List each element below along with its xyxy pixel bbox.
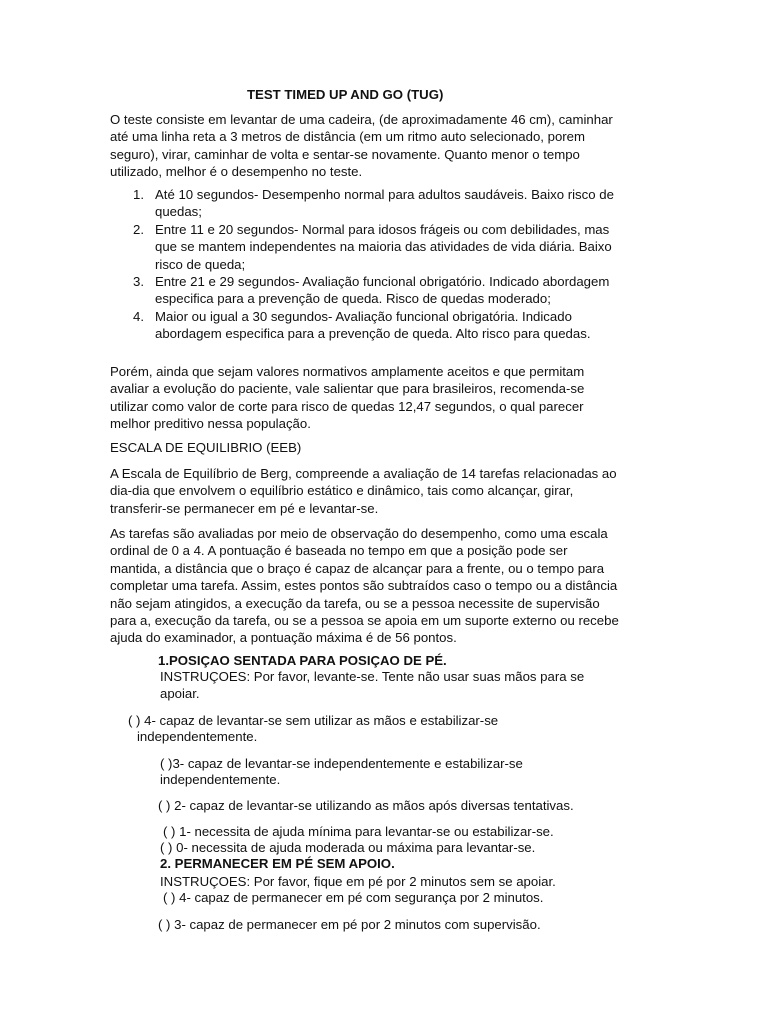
tarefas-line: ordinal de 0 a 4. A pontuação é baseada no tempo em que a posição pode ser (110, 543, 568, 559)
tarefas-line: As tarefas são avaliadas por meio de observação do desempenho, como uma escala (110, 526, 608, 541)
cutoff-line: avaliar a evolução do paciente, vale salientar que para brasileiros, recomenda-se (110, 381, 585, 397)
item1-instructions-cont: apoiar. (160, 686, 200, 701)
list-item-line: que se mantem independentes na maioria das atividades de vida diária. Baixo (155, 239, 612, 255)
intro-line: utilizado, melhor é o desempenho no teste. (110, 164, 363, 180)
cutoff-paragraph (110, 363, 638, 433)
item1-option-4-cont: independentemente. (137, 729, 258, 744)
eeb-heading: ESCALA DE EQUILIBRIO (EEB) (110, 440, 302, 455)
list-number: 1. (133, 187, 144, 202)
tarefas-paragraph (110, 525, 638, 647)
item1-option-1: ( ) 1- necessita de ajuda mínima para levantar-se ou estabilizar-se. (163, 824, 554, 839)
list-item-line: Entre 11 e 20 segundos- Normal para idosos frágeis ou com debilidades, mas (155, 221, 610, 237)
item2-instructions: INSTRUÇOES: Por favor, fique em pé por 2 minutos sem se apoiar. (160, 874, 556, 889)
item2-option-3: ( ) 3- capaz de permanecer em pé por 2 minutos com supervisão. (158, 917, 541, 932)
intro-paragraph (110, 111, 638, 181)
tug-results-list (110, 186, 670, 343)
tarefas-line: para a, execução da tarefa, ou se a pessoa se apoia em um suporte externo ou recebe (110, 613, 619, 629)
berg-line: A Escala de Equilíbrio de Berg, compreende a avaliação de 14 tarefas relacionadas ao (110, 466, 617, 481)
list-item-line: abordagem especifica para a prevenção de queda. Alto risco para quedas. (155, 326, 591, 342)
list-item (110, 186, 670, 221)
intro-line: até uma linha reta a 3 metros de distância (em um ritmo auto selecionado, porem (110, 129, 585, 145)
berg-paragraph (110, 465, 638, 517)
cutoff-line: utilizar como valor de corte para risco de quedas 12,47 segundos, o qual parecer (110, 398, 584, 414)
tarefas-line: ajuda do examinador, a pontuação máxima é de 56 pontos. (110, 630, 457, 646)
cutoff-line: melhor preditivo nessa população. (110, 416, 311, 432)
list-item-line: Maior ou igual a 30 segundos- Avaliação funcional obrigatória. Indicado (155, 308, 572, 324)
list-item (110, 221, 670, 273)
item1-option-4: ( ) 4- capaz de levantar-se sem utilizar as mãos e estabilizar-se (128, 713, 499, 728)
list-item-line: quedas; (155, 204, 202, 220)
item1-instructions: INSTRUÇOES: Por favor, levante-se. Tente não usar suas mãos para se (160, 669, 585, 684)
list-item-line: especifica para a prevenção de queda. Risco de quedas moderado; (155, 291, 551, 307)
list-number: 3. (133, 274, 144, 290)
list-item (110, 273, 670, 308)
list-number: 4. (133, 308, 144, 324)
item1-option-0: ( ) 0- necessita de ajuda moderada ou máxima para levantar-se. (160, 840, 536, 855)
list-item-line: Entre 21 e 29 segundos- Avaliação funcional obrigatório. Indicado abordagem (155, 274, 610, 290)
list-item (110, 308, 670, 343)
list-item-line: Até 10 segundos- Desempenho normal para adultos saudáveis. Baixo risco de (155, 187, 614, 202)
intro-line: O teste consiste em levantar de uma cadeira, (de aproximadamente 46 cm), caminhar (110, 112, 613, 127)
item1-option-3-cont: independentemente. (160, 772, 281, 787)
item1-option-3: ( )3- capaz de levantar-se independentemente e estabilizar-se (160, 756, 523, 771)
item2-option-4: ( ) 4- capaz de permanecer em pé com segurança por 2 minutos. (163, 890, 544, 905)
item1-heading: 1.POSIÇAO SENTADA PARA POSIÇAO DE PÉ. (158, 653, 447, 668)
item2-heading: 2. PERMANECER EM PÉ SEM APOIO. (160, 856, 395, 871)
item1-option-2: ( ) 2- capaz de levantar-se utilizando as mãos após diversas tentativas. (158, 798, 574, 813)
list-number: 2. (133, 221, 144, 237)
tarefas-line: não sejam atingidos, a execução da tarefa, ou se a pessoa necessite de supervisão (110, 595, 600, 611)
list-item-line: risco de queda; (155, 256, 246, 272)
intro-line: seguro), virar, caminhar de volta e sentar-se novamente. Quanto menor o tempo (110, 146, 580, 162)
document-title: TEST TIMED UP AND GO (TUG) (247, 87, 444, 102)
tarefas-line: mantida, a distância que o braço é capaz de alcançar para a frente, ou o tempo para (110, 560, 605, 576)
berg-line: transferir-se permanecer em pé e levantar-se. (110, 500, 379, 516)
tarefas-line: completar uma tarefa. Assim, estes pontos são subtraídos caso o tempo ou a distância (110, 578, 618, 594)
berg-line: dia-dia que envolvem o equilíbrio estático e dinâmico, tais como alcançar, girar, (110, 483, 574, 499)
cutoff-line: Porém, ainda que sejam valores normativos amplamente aceitos e que permitam (110, 364, 585, 379)
